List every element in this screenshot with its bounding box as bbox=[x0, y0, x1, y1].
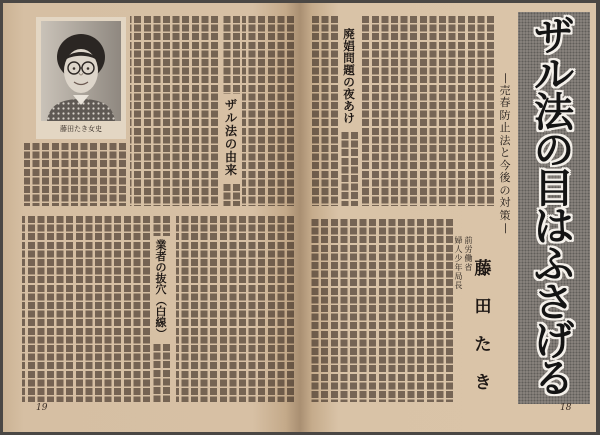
glyph: 業 bbox=[155, 239, 167, 252]
section-heading-1 bbox=[340, 28, 358, 124]
glyph: 長 bbox=[454, 281, 463, 290]
glyph: の bbox=[224, 137, 237, 151]
body-text-block bbox=[340, 132, 358, 206]
glyph: け bbox=[343, 111, 355, 125]
glyph: 策 bbox=[499, 208, 511, 222]
glyph: ザ bbox=[224, 98, 237, 112]
glyph: げ bbox=[534, 318, 574, 364]
glyph: ） bbox=[154, 328, 168, 339]
glyph: 線 bbox=[155, 316, 167, 329]
glyph: ふ bbox=[534, 242, 574, 288]
glyph: 穴 bbox=[155, 283, 167, 296]
body-text-block bbox=[176, 216, 294, 402]
glyph: 今 bbox=[499, 158, 511, 172]
glyph: 問 bbox=[343, 51, 355, 65]
body-text-block bbox=[360, 16, 494, 206]
glyph: 来 bbox=[224, 163, 237, 177]
body-text-block bbox=[152, 216, 170, 236]
glyph: 抜 bbox=[155, 272, 167, 285]
glyph: 防 bbox=[499, 108, 511, 122]
glyph: 労 bbox=[464, 245, 473, 254]
glyph: 娼 bbox=[343, 39, 355, 53]
glyph: 法 bbox=[224, 124, 237, 138]
glyph: — bbox=[499, 72, 513, 84]
glyph: 止 bbox=[499, 121, 511, 134]
body-text-block bbox=[222, 16, 240, 94]
glyph: の bbox=[155, 261, 167, 274]
body-text-block bbox=[130, 16, 218, 206]
glyph: た bbox=[474, 335, 492, 355]
article-title bbox=[518, 14, 590, 402]
glyph: る bbox=[534, 356, 574, 402]
glyph: ル bbox=[534, 52, 574, 98]
glyph: 藤 bbox=[474, 259, 492, 279]
photo-caption: 藤田たき女史 bbox=[60, 125, 102, 133]
glyph: — bbox=[499, 222, 513, 234]
glyph: 対 bbox=[499, 196, 511, 209]
glyph: 田 bbox=[474, 297, 492, 317]
glyph: 法 bbox=[499, 133, 511, 147]
article-subtitle bbox=[498, 72, 512, 235]
glyph: 廃 bbox=[343, 27, 355, 41]
section-heading-3 bbox=[152, 240, 170, 339]
page-number-right: 18 bbox=[560, 403, 572, 413]
glyph: 年 bbox=[454, 263, 463, 272]
glyph: 春 bbox=[499, 96, 511, 109]
glyph: 法 bbox=[534, 90, 574, 136]
glyph: （ bbox=[154, 295, 168, 306]
glyph: 人 bbox=[454, 245, 463, 254]
glyph: あ bbox=[343, 99, 355, 113]
body-text-block bbox=[242, 16, 294, 206]
author-position-line-2 bbox=[454, 236, 463, 290]
body-text-block bbox=[309, 16, 338, 206]
glyph: ザ bbox=[534, 14, 574, 60]
author-portrait bbox=[41, 21, 121, 121]
body-text-block bbox=[309, 219, 453, 402]
glyph: と bbox=[499, 146, 511, 159]
glyph: ル bbox=[224, 111, 237, 125]
body-text-block bbox=[152, 344, 170, 402]
glyph: 働 bbox=[464, 254, 473, 263]
glyph: 者 bbox=[155, 250, 167, 263]
glyph: 婦 bbox=[454, 236, 463, 245]
glyph: 前 bbox=[464, 236, 473, 245]
body-text-block bbox=[24, 143, 126, 206]
page-number-left: 19 bbox=[36, 403, 48, 413]
glyph: 白 bbox=[155, 305, 167, 318]
body-text-block bbox=[22, 216, 150, 402]
glyph: 由 bbox=[224, 150, 237, 164]
glyph: き bbox=[474, 373, 492, 393]
author-name bbox=[472, 250, 494, 402]
glyph: 売 bbox=[499, 83, 511, 97]
body-text-block bbox=[222, 184, 240, 206]
glyph: 局 bbox=[454, 272, 463, 281]
glyph: の bbox=[343, 75, 355, 89]
glyph: さ bbox=[534, 280, 574, 326]
glyph: 目 bbox=[534, 166, 574, 212]
glyph: 後 bbox=[499, 171, 511, 184]
title-banner bbox=[518, 12, 590, 404]
glyph: 省 bbox=[464, 263, 473, 272]
glyph: の bbox=[499, 183, 511, 197]
glyph: の bbox=[534, 128, 574, 174]
author-photo-frame bbox=[36, 17, 126, 139]
glyph: 夜 bbox=[343, 87, 355, 101]
glyph: 少 bbox=[454, 254, 463, 263]
glyph: 題 bbox=[343, 63, 355, 77]
section-heading-2 bbox=[222, 99, 240, 177]
glyph: は bbox=[534, 204, 574, 250]
